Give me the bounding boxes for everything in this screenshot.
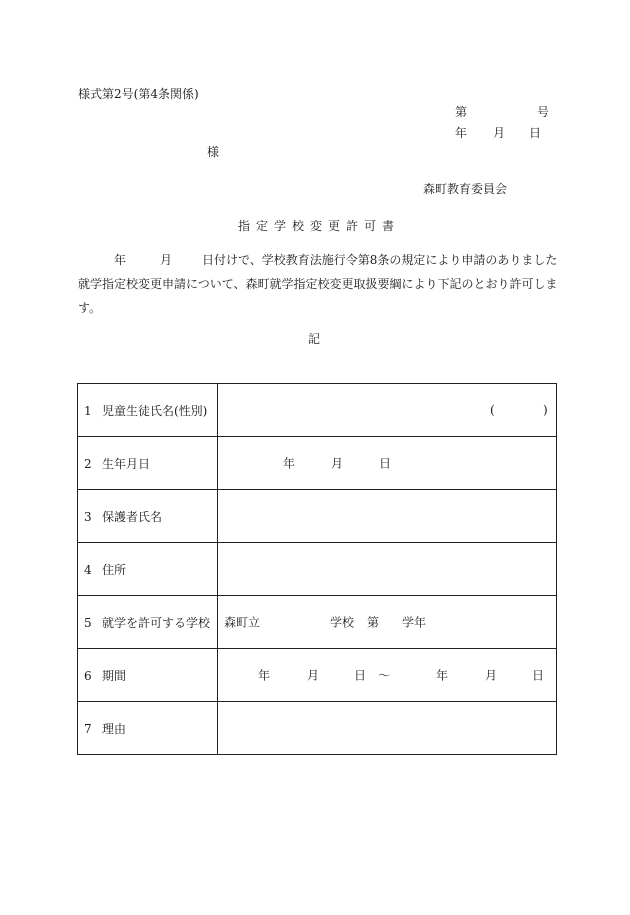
row-number: 4	[84, 562, 92, 577]
address-field[interactable]	[218, 543, 557, 596]
student-name-field[interactable]	[218, 384, 557, 437]
body-year: 年	[114, 253, 127, 267]
body-paragraph	[78, 248, 558, 320]
number-suffix: 号	[537, 105, 550, 119]
gender-paren-close: )	[543, 403, 548, 417]
issue-date	[455, 124, 541, 141]
date-month: 月	[493, 126, 506, 140]
birth-month: 月	[331, 456, 344, 471]
from-year: 年	[258, 668, 271, 683]
row-label-text: 理由	[102, 721, 127, 736]
from-day: 日	[354, 668, 367, 683]
table-row	[78, 596, 557, 649]
ki-heading: 記	[308, 332, 321, 346]
row-number: 6	[84, 668, 92, 683]
row-number: 1	[84, 403, 92, 418]
form-number-label: 様式第2号(第4条関係)	[78, 87, 199, 101]
guardian-name-field[interactable]	[218, 490, 557, 543]
table-row	[78, 543, 557, 596]
grade-prefix: 第	[367, 615, 380, 630]
birth-day: 日	[379, 456, 392, 471]
row-label	[78, 543, 218, 596]
table-row	[78, 649, 557, 702]
school-label: 学校	[330, 615, 355, 630]
row-number: 2	[84, 456, 92, 471]
row-label-text: 期間	[102, 668, 127, 683]
body-month: 月	[160, 253, 173, 267]
row-number: 7	[84, 721, 92, 736]
document-number	[455, 103, 549, 120]
body-text: 日付けで、学校教育法施行令第8条の規定により申請のありました就学指定校変更申請について、森町就学指定校変更取扱要綱により下記のとおり許可します。	[78, 253, 558, 315]
row-label	[78, 437, 218, 490]
table-row	[78, 384, 557, 437]
from-month: 月	[307, 668, 320, 683]
period-field[interactable]	[218, 649, 557, 702]
row-label	[78, 702, 218, 755]
school-field[interactable]	[218, 596, 557, 649]
table-row	[78, 490, 557, 543]
period-tilde: 〜	[378, 668, 391, 683]
document-title: 指定学校変更許可書	[238, 219, 401, 233]
row-label	[78, 384, 218, 437]
row-label-text: 住所	[102, 562, 127, 577]
school-prefix: 森町立	[224, 615, 261, 630]
row-label-text: 児童生徒氏名(性別)	[102, 403, 208, 418]
to-year: 年	[436, 668, 449, 683]
date-year: 年	[455, 126, 468, 140]
row-number: 5	[84, 615, 92, 630]
row-label-text: 生年月日	[102, 456, 151, 471]
addressee-suffix: 様	[207, 145, 220, 159]
permission-table	[77, 383, 557, 755]
row-label	[78, 649, 218, 702]
gender-paren-open: (	[490, 403, 495, 417]
issuer-name: 森町教育委員会	[423, 182, 508, 196]
row-label-text: 保護者氏名	[102, 509, 163, 524]
grade-label: 学年	[402, 615, 427, 630]
birth-date-field[interactable]	[218, 437, 557, 490]
table-row	[78, 702, 557, 755]
to-day: 日	[532, 668, 545, 683]
row-number: 3	[84, 509, 92, 524]
row-label	[78, 490, 218, 543]
number-prefix: 第	[455, 105, 468, 119]
table-row	[78, 437, 557, 490]
row-label-text: 就学を許可する学校	[102, 615, 211, 630]
date-day: 日	[529, 126, 542, 140]
to-month: 月	[485, 668, 498, 683]
row-label	[78, 596, 218, 649]
birth-year: 年	[283, 456, 296, 471]
reason-field[interactable]	[218, 702, 557, 755]
